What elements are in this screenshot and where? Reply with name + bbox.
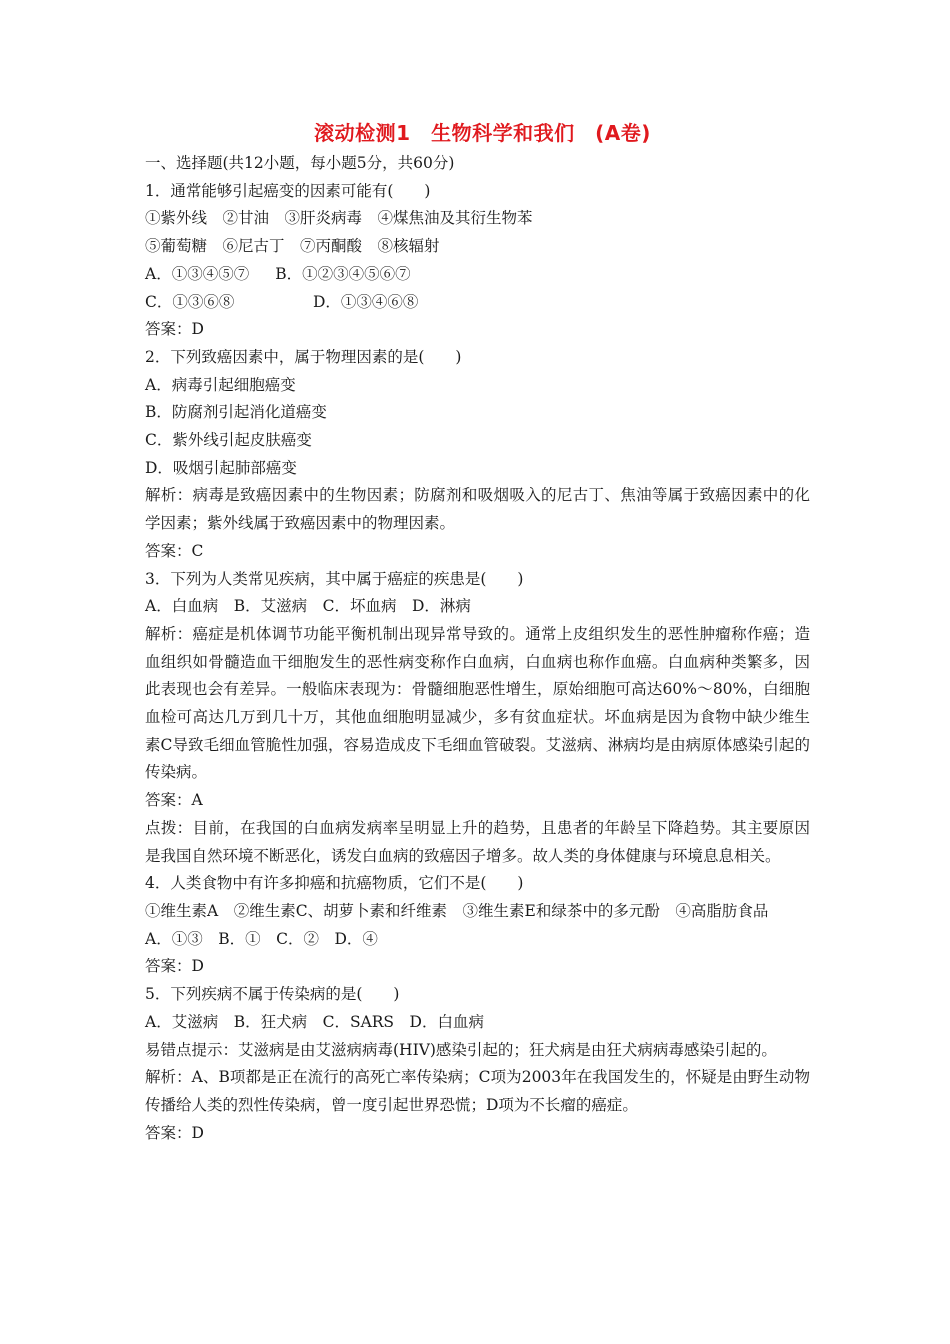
q4-stem: 4．人类食物中有许多抑癌和抗癌物质，它们不是( ) bbox=[145, 874, 524, 893]
q3-options: A．白血病 B．艾滋病 C．坏血病 D．淋病 bbox=[145, 597, 471, 616]
page-title: 滚动检测1 生物科学和我们 (A卷) bbox=[314, 121, 651, 145]
q1-choices-cd bbox=[145, 289, 810, 317]
q1-choices-ab bbox=[145, 261, 810, 289]
q2-answer: 答案：C bbox=[145, 541, 204, 560]
q3-tip: 点拨：目前，在我国的白血病发病率呈明显上升的趋势，且患者的年龄呈下降趋势。其主要原因是我国自然环境不断恶化，诱发白血病的致癌因子增多。故人类的身体健康与环境息息相关。 bbox=[145, 818, 810, 865]
q2-choice-b: B．防腐剂引起消化道癌变 bbox=[145, 403, 327, 422]
q1-options-line1: ①紫外线 ②甘油 ③肝炎病毒 ④煤焦油及其衍生物苯 bbox=[145, 209, 533, 228]
q5-options: A．艾滋病 B．狂犬病 C．SARS D．白血病 bbox=[145, 1012, 484, 1031]
q4-option-items: ①维生素A ②维生素C、胡萝卜素和纤维素 ③维生素E和绿茶中的多元酚 ④高脂肪食品 bbox=[145, 901, 769, 920]
q1-stem: 1．通常能够引起癌变的因素可能有( ) bbox=[145, 181, 431, 200]
q1-answer: 答案：D bbox=[145, 320, 204, 339]
q1-choice-b: B．①②③④⑤⑥⑦ bbox=[275, 264, 411, 283]
q4-answer: 答案：D bbox=[145, 957, 204, 976]
q1-choice-c: C．①③⑥⑧ bbox=[145, 292, 235, 311]
q2-choice-c: C．紫外线引起皮肤癌变 bbox=[145, 431, 312, 450]
q1-choice-d: D．①③④⑥⑧ bbox=[313, 292, 419, 311]
q1-options-line2: ⑤葡萄糖 ⑥尼古丁 ⑦丙酮酸 ⑧核辐射 bbox=[145, 237, 440, 256]
q3-answer: 答案：A bbox=[145, 791, 203, 810]
q5-answer: 答案：D bbox=[145, 1123, 204, 1142]
q3-analysis: 解析：癌症是机体调节功能平衡机制出现异常导致的。通常上皮组织发生的恶性肿瘤称作癌；造血组织如骨髓造血干细胞发生的恶性病变称作白血病，白血病也称作血癌。白血病种类繁多，因此表现也会有差异。一般临床表现为：骨髓细胞恶性增生，原始细胞可高达60%～80%，白细胞血检可高达几万到几十万，其他血细胞明显减少，多有贫血症状。坏血病是因为食物中缺少维生素C导致毛细血管脆性加强，容易造成皮下毛细血管破裂。艾滋病、淋病均是由病原体感染引起的传染病。 bbox=[145, 624, 810, 782]
q2-stem: 2．下列致癌因素中，属于物理因素的是( ) bbox=[145, 347, 462, 366]
q5-analysis: 解析：A、B项都是正在流行的高死亡率传染病；C项为2003年在我国发生的，怀疑是由野生动物传播给人类的烈性传染病，曾一度引起世界恐慌；D项为不长瘤的癌症。 bbox=[145, 1068, 810, 1114]
q2-choice-d: D．吸烟引起肺部癌变 bbox=[145, 458, 297, 477]
q1-choice-a: A．①③④⑤⑦ bbox=[145, 264, 250, 283]
q2-choice-a: A．病毒引起细胞癌变 bbox=[145, 375, 296, 394]
q4-options: A．①③ B．① C．② D．④ bbox=[145, 929, 378, 948]
q2-analysis: 解析：病毒是致癌因素中的生物因素；防腐剂和吸烟吸入的尼古丁、焦油等属于致癌因素中的化学因素；紫外线属于致癌因素中的物理因素。 bbox=[145, 486, 810, 533]
q5-hint: 易错点提示：艾滋病是由艾滋病病毒(HIV)感染引起的；狂犬病是由狂犬病病毒感染引起的。 bbox=[145, 1040, 777, 1059]
section-heading: 一、选择题(共12小题，每小题5分，共60分) bbox=[145, 154, 455, 172]
q3-stem: 3．下列为人类常见疾病，其中属于癌症的疾患是( ) bbox=[145, 569, 524, 588]
q5-stem: 5．下列疾病不属于传染病的是( ) bbox=[145, 985, 400, 1004]
